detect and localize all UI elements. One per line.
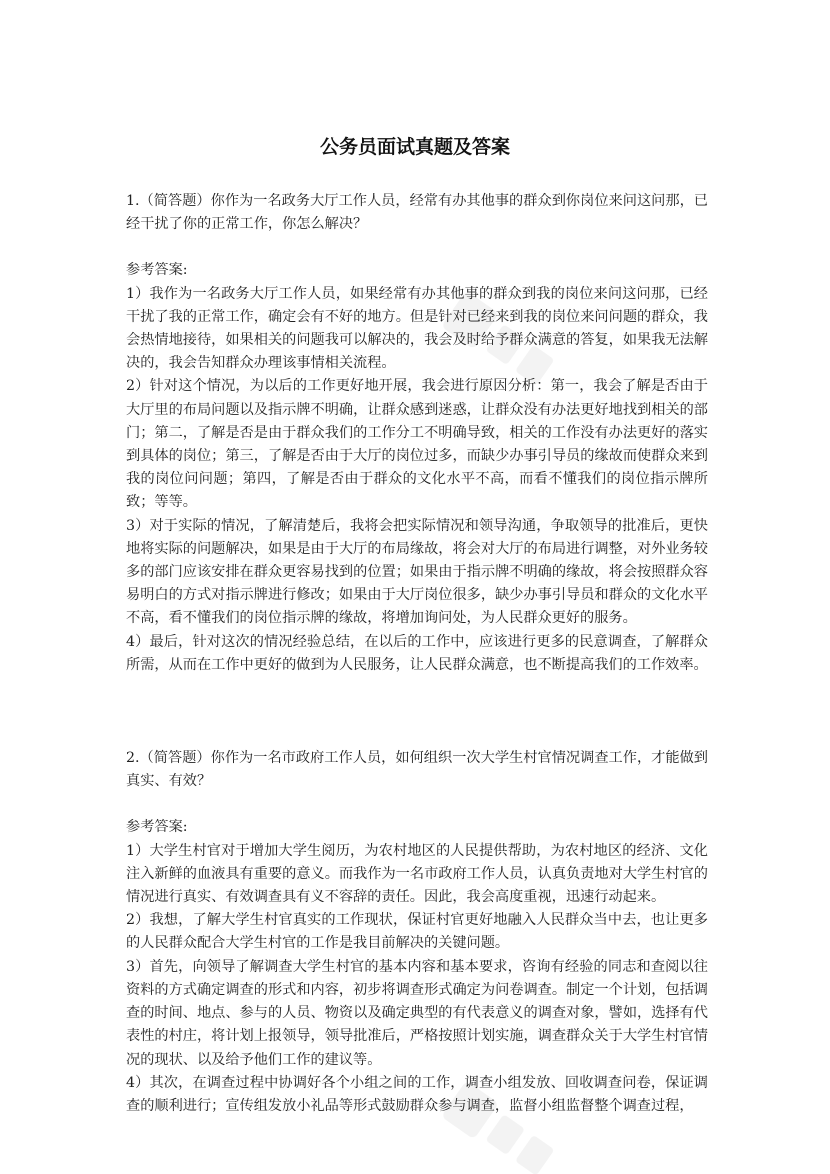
- question-block-1: [126, 190, 708, 236]
- document-body: [126, 190, 708, 1118]
- answer-paragraph: 4）最后，针对这次的情况经验总结，在以后的工作中，应该进行更多的民意调查，了解群众所需，从而在工作中更好的做到为人民服务，让人民群众满意，也不断提高我们的工作效率。: [126, 633, 708, 673]
- document-title: 公务员面试真题及答案: [319, 136, 510, 158]
- answer-paragraph: 2）针对这个情况，为以后的工作更好地开展，我会进行原因分析：第一，我会了解是否由于大厅里的布局问题以及指示牌不明确，让群众感到迷惑，让群众没有办法更好地找到相关的部门；第二，了解是否是由于群众我们的工作分工不明确导致，相关的工作没有办法更好的落实到具体的岗位；第三，了解是否由于大厅的岗位过多，而缺少办事引导员的缘故而使群众来到我的岗位问问题；第四，了解是否由于群众的文化水平不高，而看不懂我们的岗位指示牌所致；等等。: [126, 378, 708, 511]
- question-block-2: [126, 747, 708, 793]
- answer-paragraph: 3）对于实际的情况，了解清楚后，我将会把实际情况和领导沟通，争取领导的批准后，更快地将实际的问题解决，如果是由于大厅的布局缘故，将会对大厅的布局进行调整，对外业务较多的部门应该安排在群众更容易找到的位置；如果由于指示牌不明确的缘故，将会按照群众容易明白的方式对指示牌进行修改；如果由于大厅岗位很多，缺少办事引导员和群众的文化水平不高，看不懂我们的岗位指示牌的缘故，将增加询问处，为人民群众更好的服务。: [126, 517, 708, 627]
- answer-label: 参考答案:: [126, 819, 188, 836]
- answer-paragraph: 4）其次，在调查过程中协调好各个小组之间的工作，调查小组发放、回收调查问卷，保证调查的顺利进行；宣传组发放小礼品等形式鼓励群众参与调查，监督小组监督整个调查过程，: [126, 1074, 708, 1114]
- answer-paragraph: 1）大学生村官对于增加大学生阅历，为农村地区的人民提供帮助，为农村地区的经济、文化注入新鲜的血液具有重要的意义。而我作为一名市政府工作人员，认真负责地对大学生村官的情况进行真实、有效调查具有义不容辞的责任。因此，我会高度重视，迅速行动起来。: [126, 842, 708, 906]
- question-prompt: 2.（简答题）你作为一名市政府工作人员，如何组织一次大学生村官情况调查工作，才能做到真实、有效？: [126, 750, 708, 790]
- answer-paragraph: 1）我作为一名政务大厅工作人员，如果经常有办其他事的群众到我的岗位来问这问那，已经干扰了我的正常工作，确定会有不好的地方。但是针对已经来到我的岗位来问问题的群众，我会热情地接待，如果相关的问题我可以解决的，我会及时给予群众满意的答复，如果我无法解决的，我会告知群众办理该事情相关流程。: [126, 285, 708, 372]
- answer-paragraph: 3）首先，向领导了解调查大学生村官的基本内容和基本要求，咨询有经验的同志和查阅以往资料的方式确定调查的形式和内容，初步将调查形式确定为问卷调查。制定一个计划，包括调查的时间、地点、参与的人员、物资以及确定典型的有代表意义的调查对象，譬如，选择有代表性的村庄，将计划上报领导，领导批准后，严格按照计划实施，调查群众关于大学生村官情况的现状、以及给予他们工作的建议等。: [126, 958, 708, 1068]
- answer-paragraph: 2）我想，了解大学生村官真实的工作现状，保证村官更好地融入人民群众当中去，也让更多的人民群众配合大学生村官的工作是我目前解决的关键问题。: [126, 912, 708, 952]
- answer-label: 参考答案:: [126, 262, 188, 279]
- question-prompt: 1.（简答题）你作为一名政务大厅工作人员，经常有办其他事的群众到你岗位来问这问那，已经干扰了你的正常工作，你怎么解决？: [126, 193, 708, 233]
- section-spacer: [126, 677, 708, 747]
